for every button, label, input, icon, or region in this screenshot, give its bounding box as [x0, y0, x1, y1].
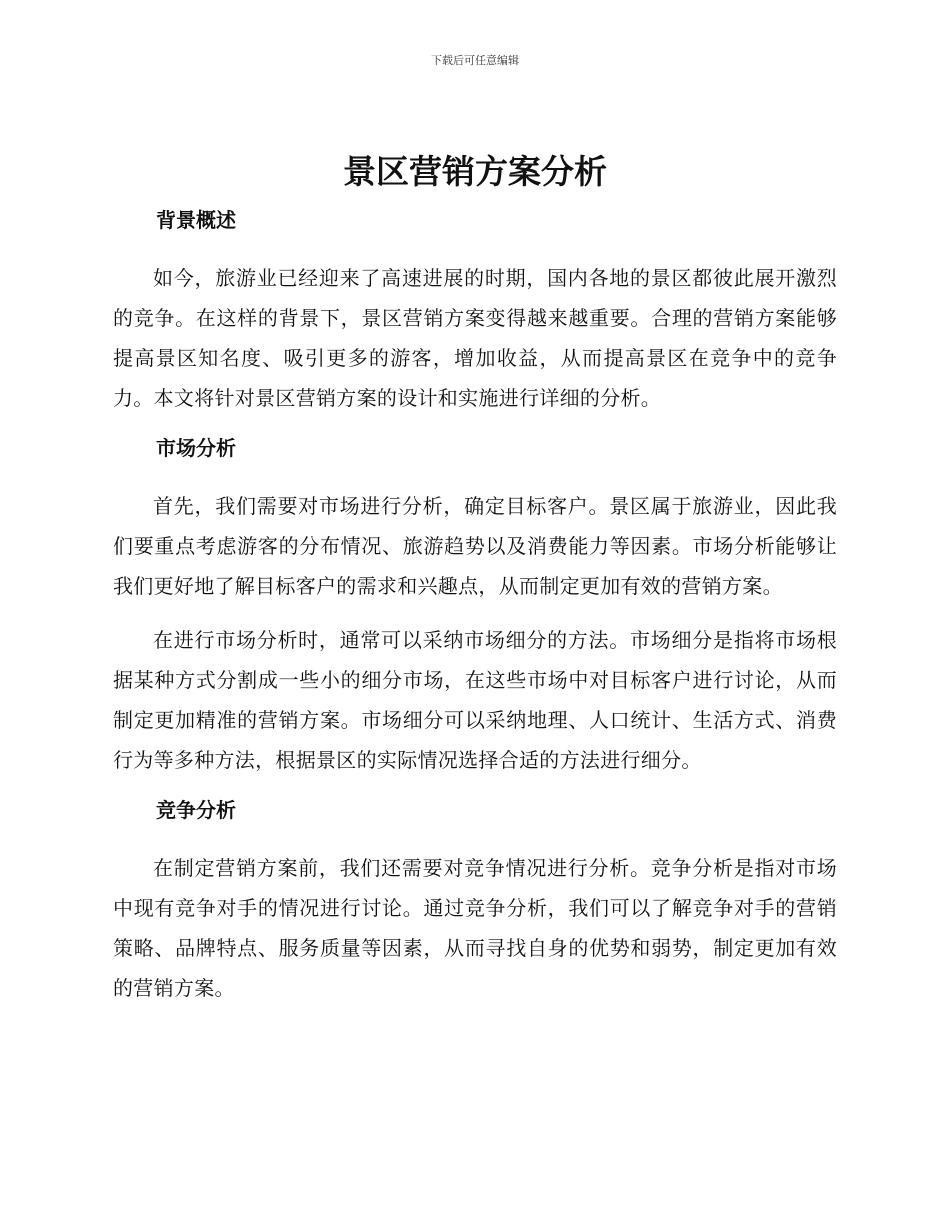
paragraph-background: 如今，旅游业已经迎来了高速进展的时期，国内各地的景区都彼此展开激烈的竞争。在这样的背景下，景区营销方案变得越来越重要。合理的营销方案能够提高景区知名度、吸引更多的游客，增加收益，从而提高景区在竞争中的竞争力。本文将针对景区营销方案的设计和实施进行详细的分析。 — [113, 266, 837, 410]
section-heading-background: 背景概述 — [156, 208, 236, 232]
section-heading-market-analysis: 市场分析 — [156, 436, 236, 460]
paragraph-market-analysis-1: 首先，我们需要对市场进行分析，确定目标客户。景区属于旅游业，因此我们要重点考虑游客的分布情况、旅游趋势以及消费能力等因素。市场分析能够让我们更好地了解目标客户的需求和兴趣点，从而制定更加有效的营销方案。 — [113, 494, 837, 598]
paragraph-market-analysis-2: 在进行市场分析时，通常可以采纳市场细分的方法。市场细分是指将市场根据某种方式分割成一些小的细分市场，在这些市场中对目标客户进行讨论，从而制定更加精准的营销方案。市场细分可以采纳地理、人口统计、生活方式、消费行为等多种方法，根据景区的实际情况选择合适的方法进行细分。 — [113, 628, 837, 772]
section-heading-competition-analysis: 竞争分析 — [156, 798, 236, 822]
document-title: 景区营销方案分析 — [343, 152, 607, 191]
page-header-note: 下载后可任意编辑 — [431, 54, 519, 67]
paragraph-competition-analysis: 在制定营销方案前，我们还需要对竞争情况进行分析。竞争分析是指对市场中现有竞争对手的情况进行讨论。通过竞争分析，我们可以了解竞争对手的营销策略、品牌特点、服务质量等因素，从而寻找自身的优势和弱势，制定更加有效的营销方案。 — [113, 856, 837, 1000]
document-body — [113, 204, 837, 1008]
